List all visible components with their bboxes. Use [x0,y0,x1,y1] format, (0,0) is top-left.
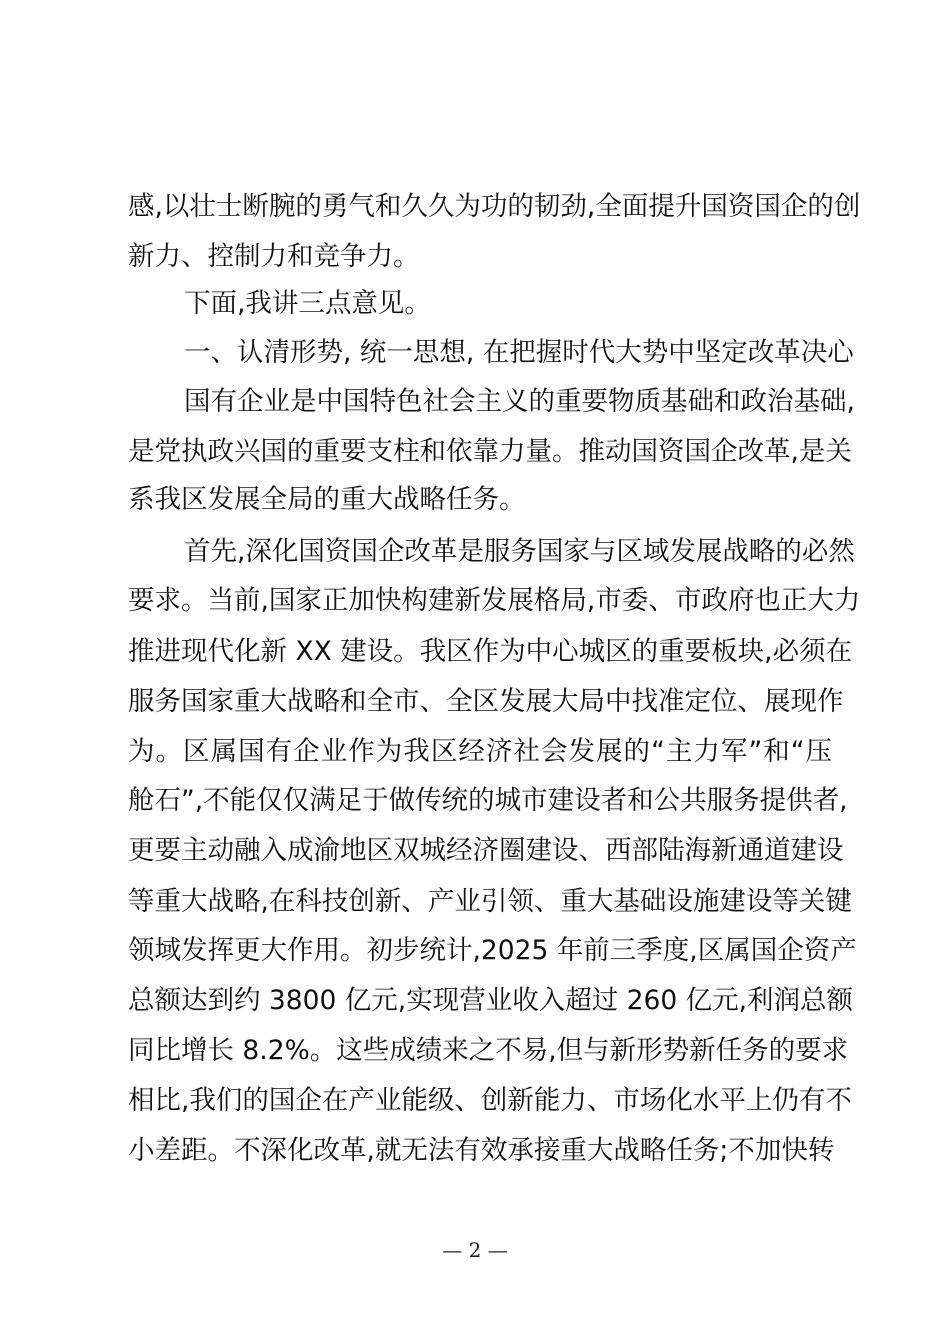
text-line: 是党执政兴国的重要支柱和依靠力量。推动国资国企改革,是关 [128,436,852,467]
text-line: 同比增长 8.2%。这些成绩来之不易,但与新形势新任务的要求 [128,1035,849,1066]
text-line: 相比,我们的国企在产业能级、创新能力、市场化水平上仍有不 [128,1085,852,1116]
text-line: 首先,深化国资国企改革是服务国家与区域发展战略的必然 [184,536,855,567]
text-line: 等重大战略,在科技创新、产业引领、重大基础设施建设等关键 [128,886,852,917]
text-line: 系我区发展全局的重大战略任务。 [128,484,526,515]
text-line: 感,以壮士断腕的勇气和久久为功的韧劲,全面提升国资国企的创 [128,191,861,222]
text-line: 舱石”,不能仅仅满足于做传统的城市建设者和公共服务提供者, [128,785,848,816]
text-line: 服务国家重大战略和全市、全区发展大局中找准定位、展现作 [128,686,844,717]
text-line: 国有企业是中国特色社会主义的重要物质基础和政治基础, [184,386,855,417]
text-line: 下面,我讲三点意见。 [184,288,431,319]
text-line: 推进现代化新 XX 建设。我区作为中心城区的重要板块,必须在 [128,636,853,667]
text-line: 为。区属国有企业作为我区经济社会发展的“主力军”和“压 [128,736,832,767]
text-line: 更要主动融入成渝地区双城经济圈建设、西部陆海新通道建设 [128,835,844,866]
text-line: 领域发挥更大作用。初步统计,2025 年前三季度,区属国企资产 [128,935,857,966]
text-line: 一、认清形势, 统一思想, 在把握时代大势中坚定改革决心 [184,337,854,368]
text-line: 小差距。不深化改革,就无法有效承接重大战略任务;不加快转 [128,1135,835,1166]
text-line: 总额达到约 3800 亿元,实现营业收入超过 260 亿元,利润总额 [128,985,854,1016]
text-line: 要求。当前,国家正加快构建新发展格局,市委、市政府也正大力 [128,585,861,616]
page-number: — 2 — [442,1238,508,1262]
text-line: 新力、控制力和竞争力。 [128,241,420,272]
